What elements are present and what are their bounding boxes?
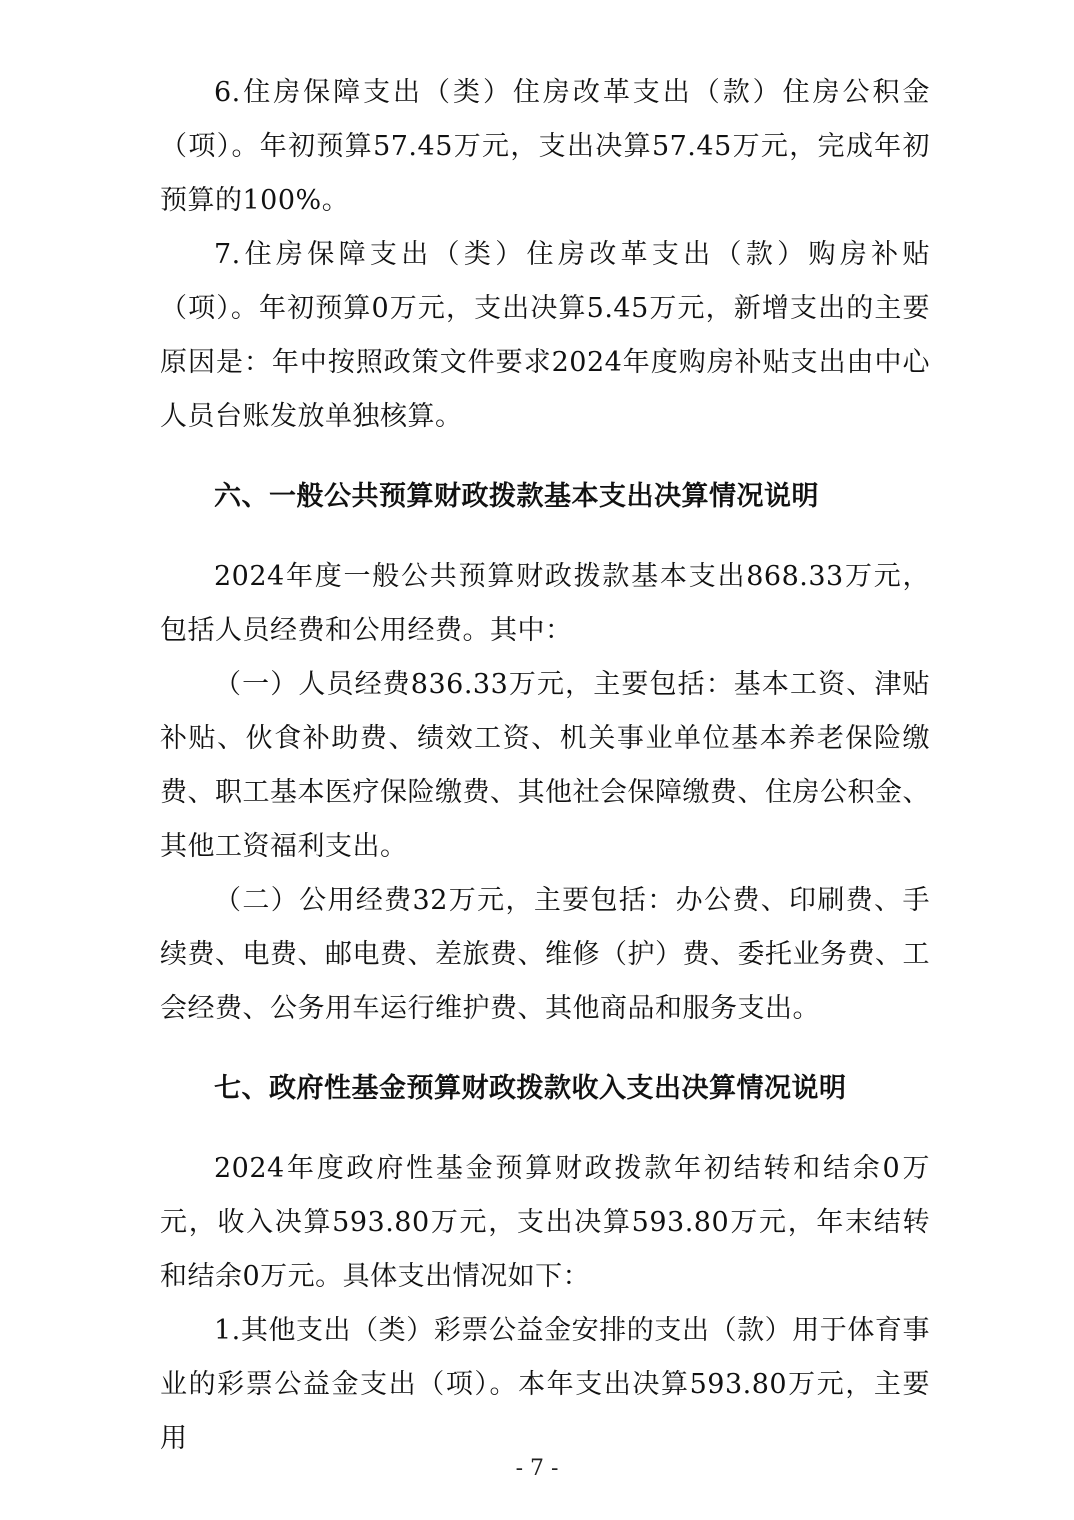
paragraph-government-fund-summary: 2024年度政府性基金预算财政拨款年初结转和结余0万元，收入决算593.80万元，支出决算593.80万元，年末结转和结余0万元。具体支出情况如下： [160,1153,930,1292]
page-number: - 7 - [515,1456,559,1481]
paragraph-personnel-expenses: （一）人员经费836.33万元，主要包括：基本工资、津贴补贴、伙食补助费、绩效工资、机关事业单位基本养老保险缴费、职工基本医疗保险缴费、其他社会保障缴费、住房公积金、其他工资福利支出。 [160,669,930,862]
paragraph-housing-subsidy: 7.住房保障支出（类）住房改革支出（款）购房补贴（项）。年初预算0万元，支出决算5.45万元，新增支出的主要原因是：年中按照政策文件要求2024年度购房补贴支出由中心人员台账发放单独核算。 [160,239,930,432]
paragraph-housing-fund: 6.住房保障支出（类）住房改革支出（款）住房公积金（项）。年初预算57.45万元，支出决算57.45万元，完成年初预算的100%。 [160,77,930,216]
paragraph-public-expenses: （二）公用经费32万元，主要包括：办公费、印刷费、手续费、电费、邮电费、差旅费、维修（护）费、委托业务费、工会经费、公务用车运行维护费、其他商品和服务支出。 [160,885,930,1024]
section-heading-government-fund: 七、政府性基金预算财政拨款收入支出决算情况说明 [214,1073,847,1104]
section-heading-basic-expenditure: 六、一般公共预算财政拨款基本支出决算情况说明 [214,481,819,512]
paragraph-lottery-fund: 1.其他支出（类）彩票公益金安排的支出（款）用于体育事业的彩票公益金支出（项）。本年支出决算593.80万元，主要用 [160,1315,930,1454]
document-body [160,66,930,1466]
paragraph-basic-expenditure-total: 2024年度一般公共预算财政拨款基本支出868.33万元，包括人员经费和公用经费。其中： [160,561,930,646]
